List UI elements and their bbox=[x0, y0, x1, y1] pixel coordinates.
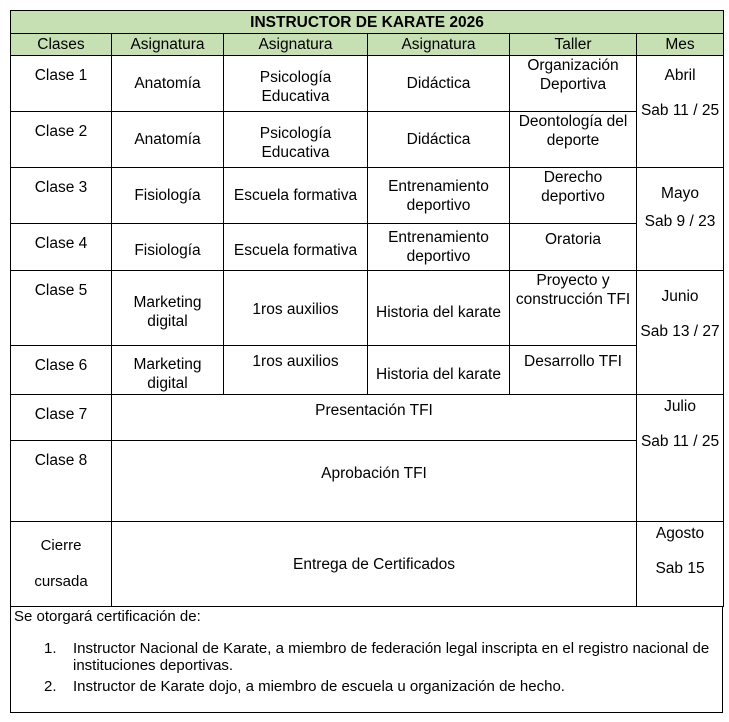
clase-cell: Clase 1 bbox=[11, 56, 112, 112]
header-mes: Mes bbox=[637, 34, 724, 56]
asignatura-cell: Escuela formativa bbox=[224, 168, 368, 224]
month-name: Mayo bbox=[661, 185, 699, 202]
list-number: 2. bbox=[44, 678, 57, 695]
taller-cell: Organización Deportiva bbox=[510, 56, 637, 112]
table-row bbox=[11, 224, 724, 271]
asignatura-cell: 1ros auxilios bbox=[224, 271, 368, 346]
list-number: 1. bbox=[44, 640, 57, 657]
clase-cell: Clase 4 bbox=[11, 224, 112, 271]
month-name: Julio bbox=[664, 398, 696, 415]
asignatura-cell: Didáctica bbox=[368, 112, 510, 168]
clase-cell: Clase 2 bbox=[11, 112, 112, 168]
asignatura-cell: Fisiología bbox=[112, 224, 224, 271]
month-dates: Sab 15 bbox=[655, 560, 705, 577]
merged-cell: Presentación TFI bbox=[112, 395, 637, 441]
merged-cell: Aprobación TFI bbox=[112, 441, 637, 522]
table-row bbox=[11, 112, 724, 168]
merged-cell: Entrega de Certificados bbox=[112, 522, 637, 607]
certification-list bbox=[11, 640, 713, 695]
list-item bbox=[11, 678, 713, 695]
clase-cell: Clase 6 bbox=[11, 346, 112, 395]
header-asignatura-2: Asignatura bbox=[224, 34, 368, 56]
asignatura-cell: Escuela formativa bbox=[224, 224, 368, 271]
month-name: Junio bbox=[661, 288, 699, 305]
table-row bbox=[11, 441, 724, 522]
certification-intro: Se otorgará certificación de: bbox=[14, 608, 201, 625]
certification-note bbox=[10, 607, 723, 713]
asignatura-cell: Psicología Educativa bbox=[224, 112, 368, 168]
table-title: INSTRUCTOR DE KARATE 2026 bbox=[11, 11, 724, 34]
cierre-line-1: Cierre bbox=[40, 537, 82, 554]
table-row bbox=[11, 56, 724, 112]
clase-cell: Clase 8 bbox=[11, 441, 112, 522]
taller-cell: Desarrollo TFI bbox=[510, 346, 637, 395]
asignatura-cell: Entrenamiento deportivo bbox=[368, 168, 510, 224]
header-taller: Taller bbox=[510, 34, 637, 56]
asignatura-cell: Anatomía bbox=[112, 112, 224, 168]
header-clases: Clases bbox=[11, 34, 112, 56]
header-asignatura-1: Asignatura bbox=[112, 34, 224, 56]
asignatura-cell: 1ros auxilios bbox=[224, 346, 368, 395]
table-row bbox=[11, 395, 724, 441]
month-cell-julio bbox=[637, 395, 724, 522]
month-dates: Sab 9 / 23 bbox=[644, 213, 716, 230]
cierre-line-2: cursada bbox=[34, 573, 88, 590]
month-dates: Sab 13 / 27 bbox=[640, 323, 720, 340]
month-cell-mayo bbox=[637, 168, 724, 271]
table-row bbox=[11, 168, 724, 224]
asignatura-cell: Historia del karate bbox=[368, 271, 510, 346]
header-asignatura-3: Asignatura bbox=[368, 34, 510, 56]
asignatura-cell: Anatomía bbox=[112, 56, 224, 112]
table-row bbox=[11, 346, 724, 395]
taller-cell: Deontología del deporte bbox=[510, 112, 637, 168]
list-item bbox=[11, 640, 713, 674]
month-cell-abril bbox=[637, 56, 724, 168]
list-text: Instructor de Karate dojo, a miembro de escuela u organización de hecho. bbox=[73, 678, 565, 695]
asignatura-cell: Psicología Educativa bbox=[224, 56, 368, 112]
table-row bbox=[11, 271, 724, 346]
taller-cell: Oratoria bbox=[510, 224, 637, 271]
taller-cell: Proyecto y construcción TFI bbox=[510, 271, 637, 346]
month-name: Agosto bbox=[655, 525, 705, 542]
asignatura-cell: Entrenamiento deportivo bbox=[368, 224, 510, 271]
clase-cell: Clase 7 bbox=[11, 395, 112, 441]
month-name: Abril bbox=[664, 67, 696, 84]
header-row bbox=[11, 34, 724, 56]
clase-cell: Clase 3 bbox=[11, 168, 112, 224]
asignatura-cell: Historia del karate bbox=[368, 346, 510, 395]
clase-cell-cierre bbox=[11, 522, 112, 607]
title-row bbox=[11, 11, 724, 34]
taller-cell: Derecho deportivo bbox=[510, 168, 637, 224]
asignatura-cell: Marketing digital bbox=[112, 346, 224, 395]
month-dates: Sab 11 / 25 bbox=[640, 102, 720, 119]
asignatura-cell: Didáctica bbox=[368, 56, 510, 112]
month-cell-junio bbox=[637, 271, 724, 395]
month-cell-agosto bbox=[637, 522, 724, 607]
month-dates: Sab 11 / 25 bbox=[640, 433, 720, 450]
list-text: Instructor Nacional de Karate, a miembro de federación legal inscripta en el registro nacional de instituciones deportivas. bbox=[73, 640, 710, 674]
clase-cell: Clase 5 bbox=[11, 271, 112, 346]
asignatura-cell: Marketing digital bbox=[112, 271, 224, 346]
table-row bbox=[11, 522, 724, 607]
schedule-table bbox=[10, 10, 724, 607]
asignatura-cell: Fisiología bbox=[112, 168, 224, 224]
